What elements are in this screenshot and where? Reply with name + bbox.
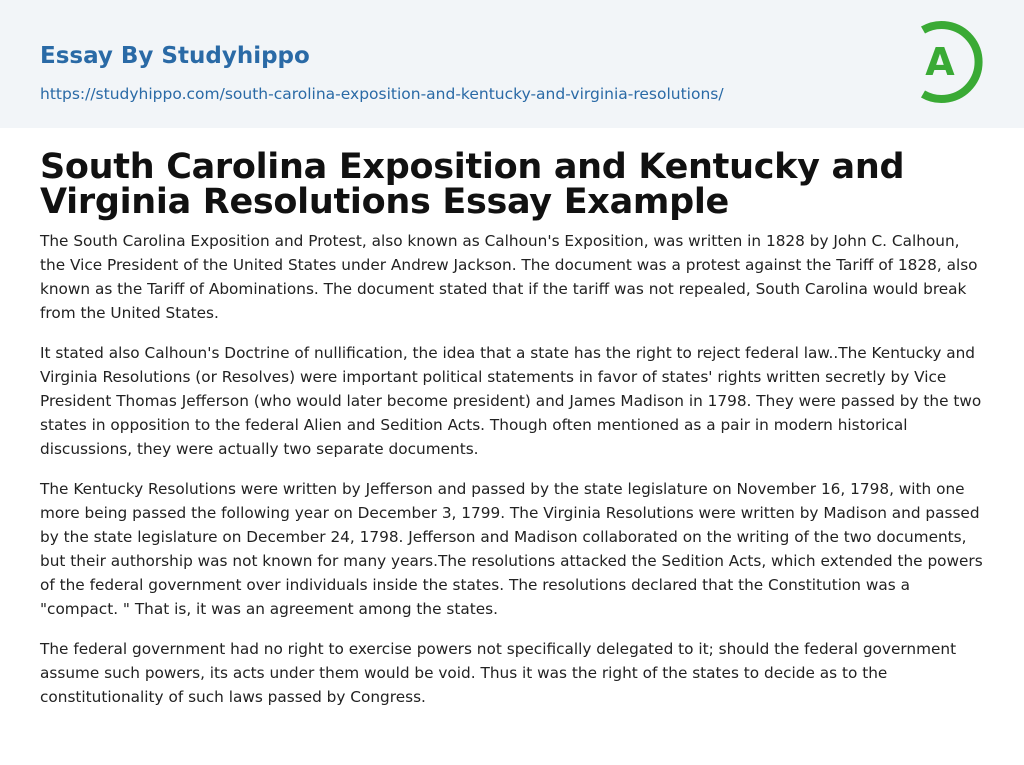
page-url-link[interactable]: https://studyhippo.com/south-carolina-exposition-and-kentucky-and-virginia-resolutions/	[40, 85, 724, 103]
site-header	[0, 0, 1024, 128]
article-title: South Carolina Exposition and Kentucky and Virginia Resolutions Essay Example	[40, 147, 905, 222]
article-paragraph: The South Carolina Exposition and Protest, also known as Calhoun's Exposition, was written in 1828 by John C. Calhoun, the Vice President of the United States under Andrew Jackson. The document was a protest against the Tariff of 1828, also known as the Tariff of Abominations. The document stated that if the tariff was not repealed, South Carolina would break from the United States.	[40, 232, 978, 322]
site-brand[interactable]: Essay By Studyhippo	[40, 43, 310, 69]
article-paragraph: The Kentucky Resolutions were written by Jefferson and passed by the state legislature on November 16, 1798, with one more being passed the following year on December 3, 1799. The Virginia Resolutions were written by Madison and passed by the state legislature on December 24, 1798. Jefferson and Madison collaborated on the writing of the two documents, but their authorship was not known for many years.The resolutions attacked the Sedition Acts, which extended the powers of the federal government over individuals inside the states. The resolutions declared that the Constitution was a "compact. " That is, it was an agreement among the states.	[40, 480, 983, 618]
article-paragraph: The federal government had no right to exercise powers not specifically delegated to it; should the federal government assume such powers, its acts under them would be void. Thus it was the right of the states to decide as to the constitutionality of such laws passed by Congress.	[40, 640, 957, 706]
studyhippo-logo-icon[interactable]	[906, 18, 988, 106]
logo-letter: A	[925, 40, 955, 84]
article-body	[40, 229, 986, 725]
article-paragraph: It stated also Calhoun's Doctrine of nullification, the idea that a state has the right to reject federal law..The Kentucky and Virginia Resolutions (or Resolves) were important political statements in favor of states' rights written secretly by Vice President Thomas Jefferson (who would later become president) and James Madison in 1798. They were passed by the two states in opposition to the federal Alien and Sedition Acts. Though often mentioned as a pair in modern historical discussions, they were actually two separate documents.	[40, 344, 982, 458]
